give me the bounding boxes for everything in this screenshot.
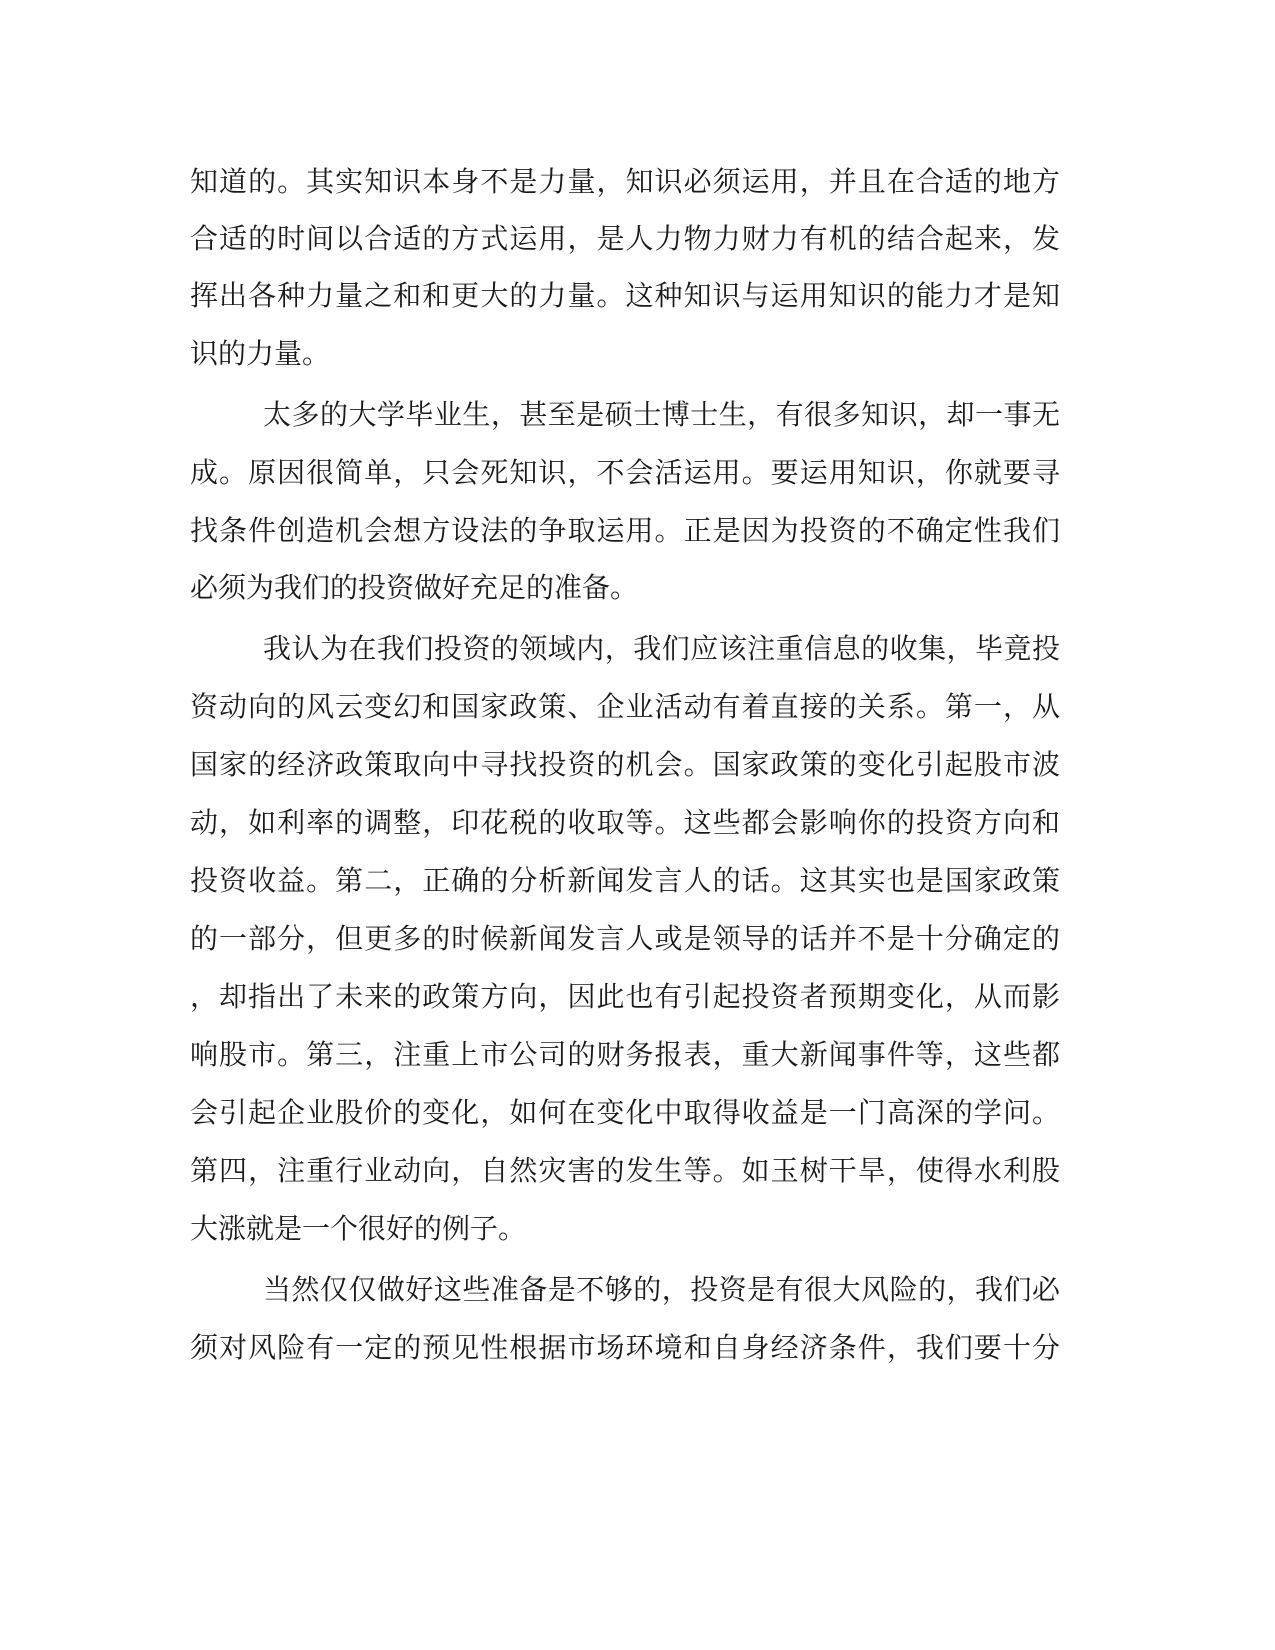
text-line: 我认为在我们投资的领域内，我们应该注重信息的收集，毕竟投 <box>263 632 1060 665</box>
text-line: 大涨就是一个很好的例子。 <box>190 1212 527 1245</box>
text-line: 投资收益。第二，正确的分析新闻发言人的话。这其实也是国家政策 <box>190 864 1060 897</box>
text-line: 知道的。其实知识本身不是力量，知识必须运用，并且在合适的地方 <box>190 165 1060 198</box>
text-line: 合适的时间以合适的方式运用，是人力物力财力有机的结合起来，发 <box>190 222 1060 255</box>
text-line: 资动向的风云变幻和国家政策、企业活动有着直接的关系。第一，从 <box>190 690 1060 723</box>
text-line: 识的力量。 <box>190 337 331 370</box>
text-line: 太多的大学毕业生，甚至是硕士博士生，有很多知识，却一事无 <box>263 398 1060 431</box>
text-line: 找条件创造机会想方设法的争取运用。正是因为投资的不确定性我们 <box>190 514 1060 547</box>
text-line: 动，如利率的调整，印花税的收取等。这些都会影响你的投资方向和 <box>190 806 1060 839</box>
text-line: 必须为我们的投资做好充足的准备。 <box>190 571 639 604</box>
text-line: 国家的经济政策取向中寻找投资的机会。国家政策的变化引起股市波 <box>190 748 1060 781</box>
text-line: 响股市。第三，注重上市公司的财务报表，重大新闻事件等，这些都 <box>190 1038 1060 1071</box>
text-line: 当然仅仅做好这些准备是不够的，投资是有很大风险的，我们必 <box>263 1273 1060 1306</box>
text-line: 挥出各种力量之和和更大的力量。这种知识与运用知识的能力才是知 <box>190 279 1060 312</box>
text-line: 会引起企业股价的变化，如何在变化中取得收益是一门高深的学问。 <box>190 1096 1060 1129</box>
text-line: 第四，注重行业动向，自然灾害的发生等。如玉树干旱，使得水利股 <box>190 1154 1060 1187</box>
text-line: ，却指出了未来的政策方向，因此也有引起投资者预期变化，从而影 <box>190 980 1060 1013</box>
text-line: 成。原因很简单，只会死知识，不会活运用。要运用知识，你就要寻 <box>190 456 1060 489</box>
text-line: 须对风险有一定的预见性根据市场环境和自身经济条件，我们要十分 <box>190 1331 1060 1364</box>
text-line: 的一部分，但更多的时候新闻发言人或是领导的话并不是十分确定的 <box>190 922 1060 955</box>
